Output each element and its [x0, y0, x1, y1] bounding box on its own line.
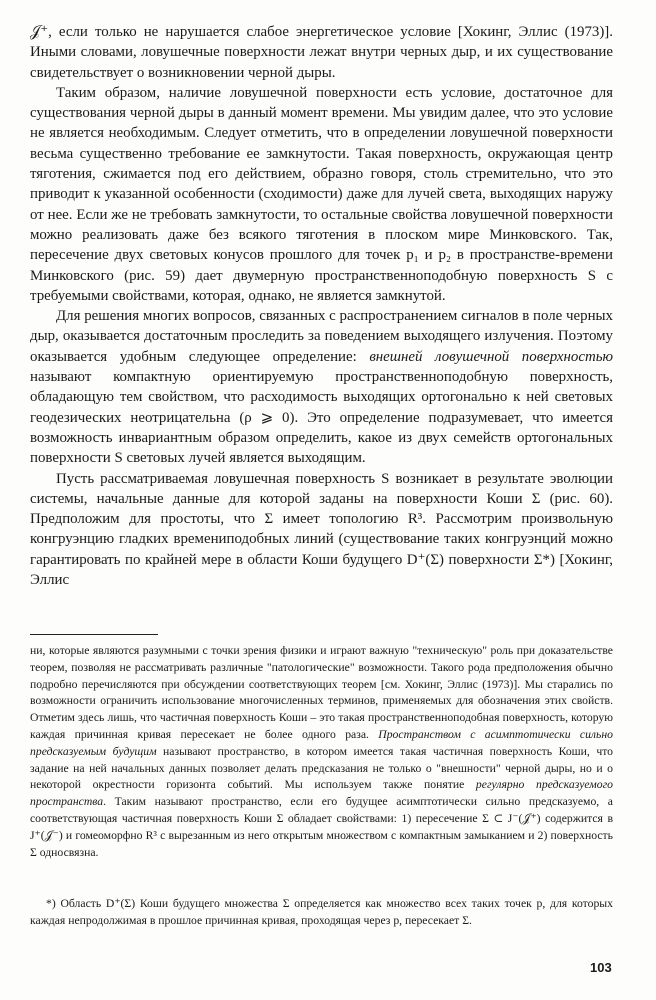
footnote-continued: [30, 643, 613, 861]
footnote-divider: [30, 634, 158, 635]
page-body: [30, 22, 613, 590]
paragraph-4: Пусть рассматриваемая ловушечная поверхность S возникает в результате эволюции системы, начальные данные для которой заданы на поверхности Коши Σ (рис. 60). Предположим для простоты, что Σ имеет топологию R³. Рассмотрим произвольную конгруэнцию гладких времениподобных линий (существование таких конгруэнций можно гарантировать по крайней мере в области Коши будущего D⁺(Σ) поверхности Σ*) [Хокинг, Эллис: [30, 470, 613, 589]
paragraph-1: 𝒥⁺, если только не нарушается слабое энергетическое условие [Хокинг, Эллис (1973)]. Иными словами, ловушечные поверхности лежат внутри черных дыр, и их существование свидетельствует о возникновении черной дыры.: [30, 24, 613, 81]
term-asymptotically-predictable: Пространством с асимптотически сильно предсказуемым будущим: [30, 727, 613, 758]
paragraph-3-text-b: называют компактную ориентируемую пространственноподобную поверхность, обладающую тем свойством, что расходимость выходящих ортогонально к ней световых геодезических неотрицательна (ρ ⩾ 0). Это определение подразумевает, что имеется возможность инвариантным образом определить, какое из двух семейств ортогональных поверхности S световых лучей является выходящим.: [30, 369, 613, 467]
term-regularly-predictable: регулярно предсказуемого пространства: [30, 778, 614, 809]
paragraph-2: Таким образом, наличие ловушечной поверхности есть условие, достаточное для существования черной дыры в данный момент времени. Мы увидим далее, что это условие не является необходимым. Следует отметить, что в определении ловушечной поверхности весьма существенно требование ее замкнутости. Такая поверхность, окружающая центр тяготения, сжимается под его действием, образно говоря, столь стремительно, что это приводит к указанной особенности (сходимости) даже для лучей света, выходящих наружу от нее. Если же не требовать замкнутости, то остальные свойства ловушечной поверхности можно реализовать даже без всякого тяготения в плоском мире Минковского. Так, пересечение двух световых конусов прошлого для точек p₁ и p₂ в пространстве-времени Минковского (рис. 59) дает двумерную пространственноподобную поверхность S с требуемыми свойствами, которая, однако, не является замкнутой.: [30, 84, 613, 304]
page-number: 103: [590, 960, 612, 975]
footnote-1-text-c: . Таким называют пространство, если его будущее асимптотически сильно предсказуемо, а соответствующая частичная поверхность Коши Σ обладает свойствами: 1) пересечение Σ ⊂ J⁻(𝒥⁺) содержится в J⁺(𝒥⁻) и гомеоморфно R³ с вырезанным из него открытым множеством с компактным замыканием и 2) поверхность Σ односвязна.: [30, 795, 613, 859]
footnote-1-text-a: ни, которые являются разумными с точки зрения физики и играют важную "техническую" роль при доказательстве теорем, позволяя не рассматривать различные "патологические" возможности. Такого рода предположения обычно подробно перечисляются при обсуждении соответствующих теорем [см. Хокинг, Эллис (1973)]. Мы старались по возможности ограничить использование многочисленных терминов, применяемых для обозначения этих свойств. Отметим здесь лишь, что частичная поверхность Коши – это такая пространственноподобная поверхность, которую каждая причинная кривая пересекает не более одного раза.: [30, 644, 613, 741]
term-outer-trapped-surface: внешней ловушечной поверхностью: [369, 348, 613, 365]
footnote-1-text-b: называют пространство, в котором имеется такая частичная поверхность Коши, что задание на ней начальных данных позволяет делать предсказания не только о "внешности" черной дыры, но и о некоторой окрестности горизонта событий. Мы используем также понятие: [30, 744, 613, 792]
footnote-cauchy-domain: *) Область D⁺(Σ) Коши будущего множества Σ определяется как множество всех таких точек p, для которых каждая непродолжимая в прошлое причинная кривая, проходящая через p, пересекает Σ.: [30, 897, 613, 927]
paragraph-3: [30, 306, 613, 468]
paragraph-3-text-a: Для решения многих вопросов, связанных с распространением сигналов в поле черных дыр, оказывается достаточным проследить за поведением выходящего излучения. Поэтому оказывается удобным следующее определение:: [30, 308, 613, 365]
